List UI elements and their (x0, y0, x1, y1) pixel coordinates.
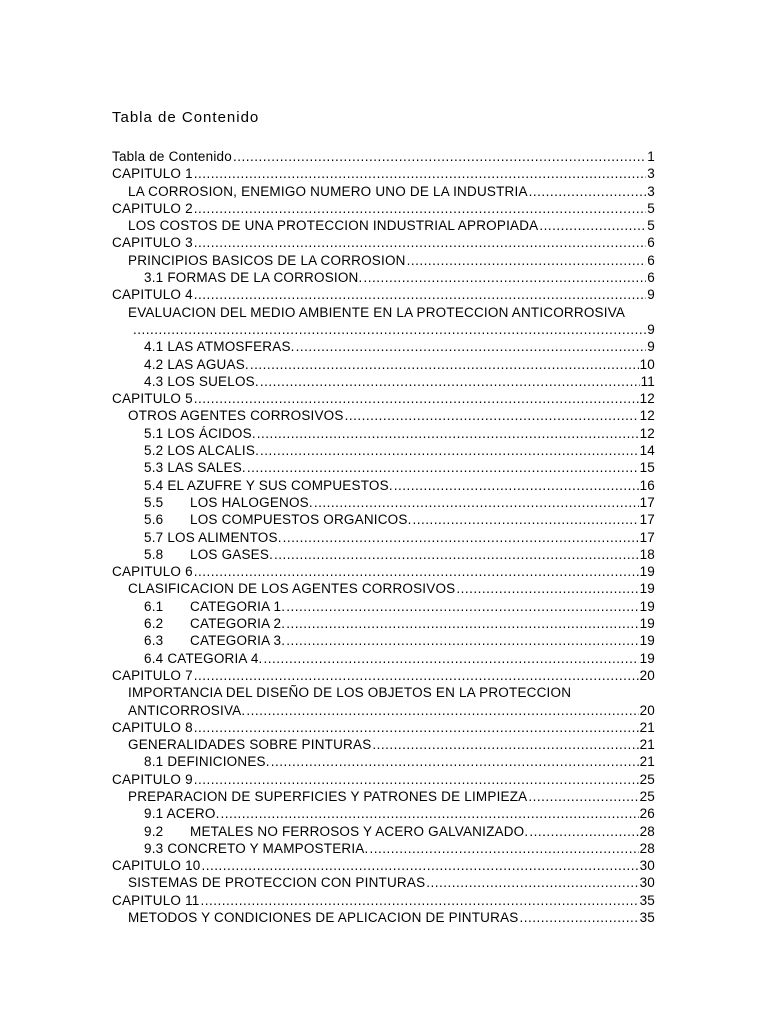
toc-entry-title: 6.4 CATEGORIA 4. (144, 650, 263, 666)
toc-dot-leader (133, 321, 646, 338)
toc-entry[interactable] (112, 269, 655, 286)
toc-entry-title: 4.1 LAS ATMOSFERAS. (144, 339, 295, 355)
toc-entry-number: 6.2 (144, 616, 164, 632)
toc-dot-leader (274, 546, 639, 563)
toc-entry[interactable] (112, 805, 655, 822)
toc-dot-leader (200, 892, 638, 909)
toc-entry-title: CAPITULO 2 (112, 200, 193, 216)
toc-page-number: 3 (647, 166, 655, 182)
toc-entry-title: CAPITULO 11 (112, 892, 200, 908)
toc-entry-title: OTROS AGENTES CORROSIVOS (128, 408, 344, 424)
toc-entry[interactable] (112, 425, 655, 442)
toc-entry[interactable] (112, 771, 655, 788)
toc-entry[interactable] (112, 650, 655, 667)
toc-page-number: 26 (639, 806, 655, 822)
toc-entry[interactable] (112, 684, 655, 701)
toc-dot-leader (194, 390, 639, 407)
toc-entry[interactable] (112, 823, 655, 840)
toc-entry[interactable] (112, 356, 655, 373)
toc-dot-leader (372, 736, 638, 753)
toc-entry[interactable] (112, 563, 655, 580)
toc-dot-leader (194, 667, 639, 684)
toc-entry-title: 5.2 LOS ALCALIS. (144, 443, 260, 459)
toc-dot-leader (286, 632, 638, 649)
toc-dot-leader (286, 598, 638, 615)
toc-page-number: 28 (639, 840, 655, 856)
toc-entry[interactable] (112, 442, 655, 459)
page-title: Tabla de Contenido (112, 109, 260, 126)
toc-dot-leader (260, 373, 640, 390)
toc-page-number: 25 (639, 771, 655, 787)
toc-dot-leader (264, 650, 639, 667)
toc-entry[interactable] (112, 529, 655, 546)
toc-dot-leader (286, 615, 638, 632)
toc-page-number: 11 (640, 373, 655, 389)
toc-entry[interactable] (112, 459, 655, 476)
toc-entry-title: 9.1 ACERO. (144, 806, 220, 822)
toc-dot-leader (345, 407, 639, 424)
toc-page-number: 15 (639, 460, 655, 476)
toc-page-number: 12 (639, 391, 655, 407)
toc-page-number: 30 (639, 875, 655, 891)
toc-page-number: 21 (639, 737, 655, 753)
toc-entry[interactable] (112, 719, 655, 736)
toc-dot-leader (194, 563, 639, 580)
toc-entry-title: 5.4 EL AZUFRE Y SUS COMPUESTOS. (144, 477, 393, 493)
toc-dot-leader (257, 425, 639, 442)
toc-entry[interactable] (112, 840, 655, 857)
toc-page-number: 5 (647, 218, 655, 234)
toc-entry-title: CAPITULO 9 (112, 771, 193, 787)
toc-dot-leader (194, 286, 647, 303)
toc-entry-title: 9.3 CONCRETO Y MAMPOSTERIA. (144, 840, 369, 856)
toc-entry-title: 5.3 LAS SALES. (144, 460, 246, 476)
toc-page-number: 20 (639, 702, 655, 718)
toc-dot-leader (283, 529, 639, 546)
toc-entry[interactable] (112, 304, 655, 321)
toc-entry-title: CLASIFICACION DE LOS AGENTES CORROSIVOS (128, 581, 456, 597)
toc-entry-title: CAPITULO 4 (112, 287, 193, 303)
toc-entry-number: 6.3 (144, 633, 164, 649)
toc-dot-leader (194, 771, 639, 788)
toc-page-number: 21 (639, 754, 655, 770)
toc-page-number: 6 (647, 235, 655, 251)
toc-page-number: 17 (639, 529, 655, 545)
toc-entry[interactable] (112, 373, 655, 390)
toc-entry[interactable] (112, 321, 655, 338)
toc-dot-leader (201, 857, 638, 874)
toc-entry-title: CAPITULO 1 (112, 166, 193, 182)
toc-page-number: 12 (639, 408, 655, 424)
toc-page-number: 14 (639, 443, 655, 459)
toc-entry-number: 5.5 (144, 494, 164, 510)
toc-page-number: 25 (639, 788, 655, 804)
table-of-contents (112, 148, 655, 926)
toc-page-number: 5 (647, 200, 655, 216)
toc-entry-title: 5.1 LOS ÁCIDOS. (144, 425, 256, 441)
toc-page-number: 9 (647, 339, 655, 355)
toc-entry[interactable] (112, 390, 655, 407)
toc-entry[interactable] (112, 667, 655, 684)
toc-entry-title: LOS COSTOS DE UNA PROTECCION INDUSTRIAL APROPIADA (128, 218, 539, 234)
toc-entry-title: 5.7 LOS ALIMENTOS. (144, 529, 282, 545)
toc-entry-title: CAPITULO 8 (112, 719, 193, 735)
toc-entry-title: CAPITULO 7 (112, 667, 193, 683)
toc-dot-leader (250, 356, 639, 373)
toc-dot-leader (233, 148, 646, 165)
toc-entry[interactable] (112, 165, 655, 182)
toc-dot-leader (363, 269, 646, 286)
toc-dot-leader (271, 753, 639, 770)
toc-entry[interactable] (112, 200, 655, 217)
toc-entry[interactable] (112, 615, 655, 632)
toc-entry[interactable] (112, 753, 655, 770)
toc-entry-title: ANTICORROSIVA. (128, 702, 246, 718)
toc-page-number: 17 (639, 512, 655, 528)
toc-entry-title: IMPORTANCIA DEL DISEÑO DE LOS OBJETOS EN LA PROTECCION (128, 685, 572, 701)
toc-entry[interactable] (112, 892, 655, 909)
toc-entry-title: PRINCIPIOS BASICOS DE LA CORROSION (128, 252, 406, 268)
toc-entry[interactable] (112, 857, 655, 874)
toc-entry-title: CAPITULO 10 (112, 858, 201, 874)
toc-entry[interactable] (112, 494, 655, 511)
toc-dot-leader (528, 788, 638, 805)
toc-entry[interactable] (112, 702, 655, 719)
toc-entry[interactable] (112, 407, 655, 424)
toc-page-number: 19 (639, 598, 655, 614)
toc-entry[interactable] (112, 183, 655, 200)
toc-entry[interactable] (112, 217, 655, 234)
toc-dot-leader (539, 217, 646, 234)
toc-dot-leader (314, 494, 639, 511)
toc-dot-leader (519, 909, 638, 926)
toc-entry[interactable] (112, 286, 655, 303)
toc-entry-number: 9.2 (144, 823, 164, 839)
toc-entry-title: EVALUACION DEL MEDIO AMBIENTE EN LA PROTECCION ANTICORROSIVA (128, 304, 626, 320)
toc-page-number: 6 (647, 252, 655, 268)
toc-entry[interactable] (112, 546, 655, 563)
toc-page-number: 19 (639, 581, 655, 597)
toc-page-number: 19 (639, 633, 655, 649)
toc-entry-title: GENERALIDADES SOBRE PINTURAS (128, 737, 372, 753)
toc-page-number: 28 (639, 823, 655, 839)
toc-dot-leader (194, 165, 647, 182)
toc-entry-title: CATEGORIA 1. (190, 598, 286, 614)
toc-entry-title: METODOS Y CONDICIONES DE APLICACION DE PINTURAS (128, 910, 519, 926)
toc-dot-leader (529, 183, 647, 200)
toc-page-number: 16 (639, 477, 655, 493)
toc-page-number: 21 (639, 719, 655, 735)
toc-page-number: 30 (639, 858, 655, 874)
toc-entry-title: 8.1 DEFINICIONES. (144, 754, 270, 770)
toc-entry-number: 5.8 (144, 546, 164, 562)
toc-entry-title: 4.3 LOS SUELOS. (144, 373, 259, 389)
toc-entry[interactable] (112, 909, 655, 926)
toc-dot-leader (194, 234, 647, 251)
toc-entry[interactable] (112, 338, 655, 355)
toc-dot-leader (296, 338, 647, 355)
toc-page-number: 35 (639, 910, 655, 926)
toc-page-number: 12 (639, 425, 655, 441)
toc-dot-leader (246, 702, 638, 719)
toc-entry[interactable] (112, 736, 655, 753)
toc-dot-leader (194, 719, 639, 736)
toc-dot-leader (426, 874, 638, 891)
toc-entry-title: PREPARACION DE SUPERFICIES Y PATRONES DE LIMPIEZA (128, 788, 528, 804)
toc-page-number: 19 (639, 616, 655, 632)
toc-page-number: 35 (639, 892, 655, 908)
toc-page-number: 10 (639, 356, 655, 372)
toc-entry[interactable] (112, 598, 655, 615)
toc-entry[interactable] (112, 148, 655, 165)
toc-dot-leader (247, 459, 639, 476)
toc-entry-number: 6.1 (144, 598, 164, 614)
toc-entry-title: CATEGORIA 2. (190, 616, 286, 632)
toc-entry-title: METALES NO FERROSOS Y ACERO GALVANIZADO. (190, 823, 529, 839)
toc-entry[interactable] (112, 477, 655, 494)
toc-entry-title: LOS COMPUESTOS ORGANICOS. (190, 512, 412, 528)
toc-dot-leader (413, 511, 639, 528)
toc-entry[interactable] (112, 234, 655, 251)
toc-entry-title: LOS GASES. (190, 546, 274, 562)
toc-entry-title: LOS HALOGENOS. (190, 494, 313, 510)
toc-entry-number: 5.6 (144, 512, 164, 528)
toc-entry-title: CATEGORIA 3. (190, 633, 286, 649)
toc-dot-leader (394, 477, 639, 494)
toc-entry-title: 4.2 LAS AGUAS. (144, 356, 249, 372)
toc-entry[interactable] (112, 788, 655, 805)
toc-dot-leader (369, 840, 638, 857)
toc-dot-leader (529, 823, 638, 840)
toc-page-number: 6 (647, 270, 655, 286)
toc-page-number: 18 (639, 546, 655, 562)
toc-dot-leader (221, 805, 639, 822)
toc-entry[interactable] (112, 252, 655, 269)
toc-dot-leader (260, 442, 639, 459)
toc-page-number: 9 (647, 321, 655, 337)
toc-page-number: 19 (639, 650, 655, 666)
toc-entry[interactable] (112, 580, 655, 597)
toc-entry-title: CAPITULO 5 (112, 391, 193, 407)
toc-page-number: 3 (647, 183, 655, 199)
toc-entry-title: Tabla de Contenido (112, 149, 232, 164)
toc-dot-leader (456, 580, 638, 597)
toc-dot-leader (194, 200, 647, 217)
toc-page-number: 9 (647, 287, 655, 303)
toc-page-number: 19 (639, 564, 655, 580)
toc-entry-title: SISTEMAS DE PROTECCION CON PINTURAS (128, 875, 426, 891)
toc-dot-leader (407, 252, 647, 269)
toc-entry-title: CAPITULO 3 (112, 235, 193, 251)
toc-entry[interactable] (112, 632, 655, 649)
toc-entry-title: LA CORROSION, ENEMIGO NUMERO UNO DE LA INDUSTRIA (128, 183, 528, 199)
toc-page-number: 17 (639, 494, 655, 510)
toc-entry[interactable] (112, 874, 655, 891)
toc-page-number: 1 (647, 149, 655, 164)
toc-entry[interactable] (112, 511, 655, 528)
toc-page-number: 20 (639, 667, 655, 683)
toc-entry-title: CAPITULO 6 (112, 564, 193, 580)
toc-entry-title: 3.1 FORMAS DE LA CORROSION. (144, 270, 363, 286)
